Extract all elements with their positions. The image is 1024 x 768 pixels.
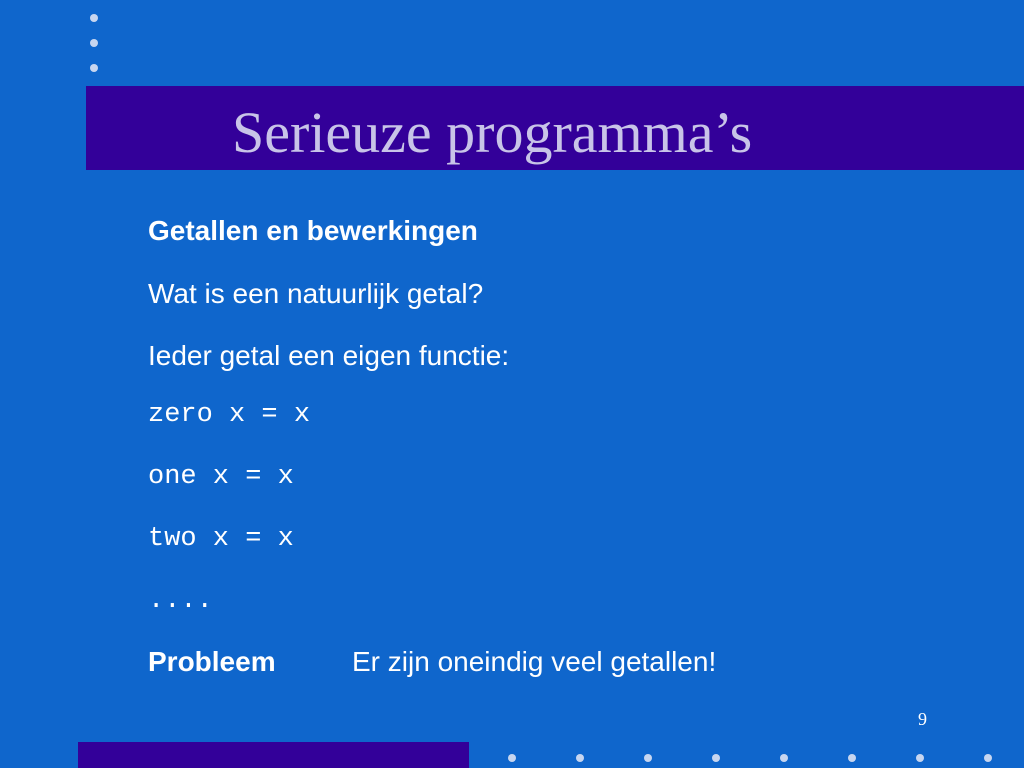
decorative-dot: [90, 14, 98, 22]
problem-label: Probleem: [148, 646, 276, 677]
code-line-zero: zero x = x: [148, 400, 311, 430]
decorative-dot: [984, 754, 992, 762]
code-line-ellipsis: ....: [148, 586, 213, 616]
body-line-question: Wat is een natuurlijk getal?: [148, 278, 484, 309]
decorative-dot: [90, 39, 98, 47]
bottom-band: [78, 742, 469, 768]
slide-title: Serieuze programma’s: [232, 100, 753, 165]
decorative-dot: [576, 754, 584, 762]
decorative-dot: [916, 754, 924, 762]
decorative-dot: [644, 754, 652, 762]
section-heading: Getallen en bewerkingen: [148, 215, 478, 246]
decorative-dot: [712, 754, 720, 762]
code-line-one: one x = x: [148, 462, 294, 492]
decorative-dot: [780, 754, 788, 762]
decorative-dot: [508, 754, 516, 762]
problem-text: Er zijn oneindig veel getallen!: [352, 646, 717, 677]
body-line-statement: Ieder getal een eigen functie:: [148, 340, 510, 371]
decorative-dot: [90, 64, 98, 72]
decorative-dot: [848, 754, 856, 762]
code-line-two: two x = x: [148, 524, 294, 554]
page-number: 9: [918, 709, 927, 729]
